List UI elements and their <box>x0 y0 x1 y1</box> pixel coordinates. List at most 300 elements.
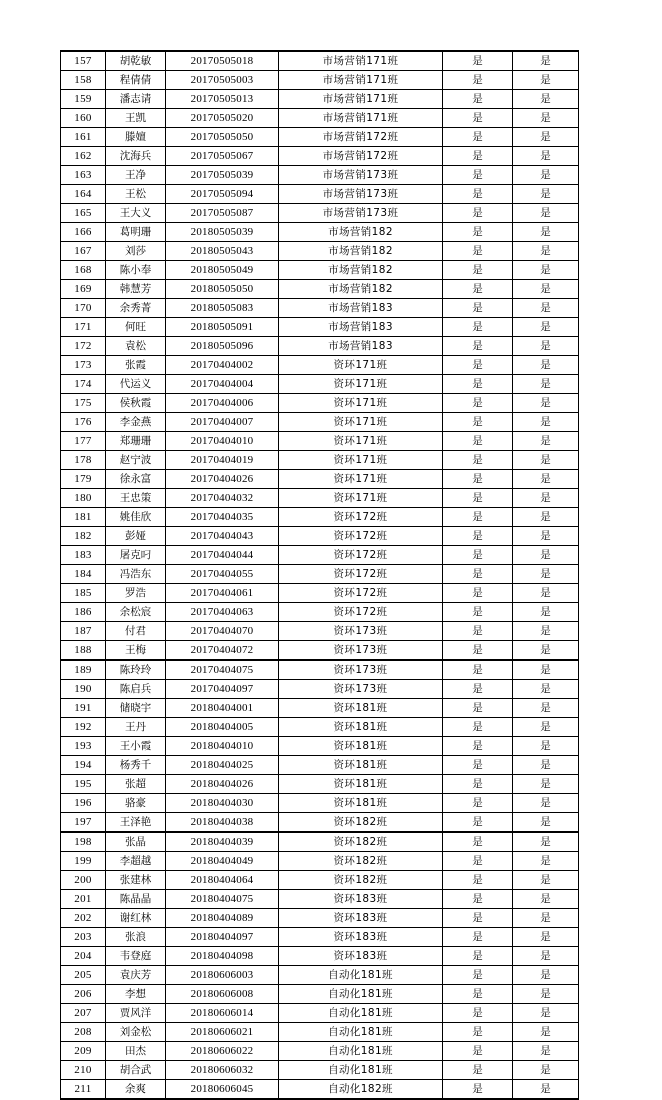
flag-two-cell: 是 <box>513 242 579 261</box>
student-id-cell: 20180404097 <box>166 928 279 947</box>
class-name-cell: 市场营销183 <box>279 299 443 318</box>
student-id-cell: 20170404044 <box>166 546 279 565</box>
student-id-cell: 20170404070 <box>166 622 279 641</box>
table-row[interactable] <box>61 128 579 147</box>
class-name-cell: 市场营销173班 <box>279 204 443 223</box>
row-index-cell: 176 <box>61 413 106 432</box>
flag-one-cell: 是 <box>443 832 513 852</box>
flag-one-cell: 是 <box>443 489 513 508</box>
class-name-cell: 资环171班 <box>279 470 443 489</box>
table-row[interactable] <box>61 508 579 527</box>
table-row[interactable] <box>61 432 579 451</box>
table-row[interactable] <box>61 832 579 852</box>
student-id-cell: 20170505094 <box>166 185 279 204</box>
row-index-cell: 198 <box>61 832 106 852</box>
flag-two-cell: 是 <box>513 622 579 641</box>
row-index-cell: 160 <box>61 109 106 128</box>
student-id-cell: 20170404043 <box>166 527 279 546</box>
flag-two-cell: 是 <box>513 1004 579 1023</box>
class-name-cell: 资环181班 <box>279 756 443 775</box>
flag-one-cell: 是 <box>443 337 513 356</box>
flag-one-cell: 是 <box>443 413 513 432</box>
table-row[interactable] <box>61 1080 579 1100</box>
table-row[interactable] <box>61 718 579 737</box>
student-name-cell: 付君 <box>106 622 166 641</box>
table-row[interactable] <box>61 451 579 470</box>
table-row[interactable] <box>61 337 579 356</box>
flag-one-cell: 是 <box>443 451 513 470</box>
table-row[interactable] <box>61 909 579 928</box>
table-row[interactable] <box>61 90 579 109</box>
class-name-cell: 自动化181班 <box>279 966 443 985</box>
class-name-cell: 资环172班 <box>279 508 443 527</box>
student-id-cell: 20170404004 <box>166 375 279 394</box>
flag-two-cell: 是 <box>513 794 579 813</box>
flag-two-cell: 是 <box>513 508 579 527</box>
row-index-cell: 199 <box>61 852 106 871</box>
table-row[interactable] <box>61 660 579 680</box>
flag-one-cell: 是 <box>443 90 513 109</box>
table-row[interactable] <box>61 641 579 661</box>
student-name-cell: 王泽艳 <box>106 813 166 833</box>
student-id-cell: 20180404038 <box>166 813 279 833</box>
class-name-cell: 资环181班 <box>279 718 443 737</box>
table-row[interactable] <box>61 166 579 185</box>
flag-one-cell: 是 <box>443 185 513 204</box>
table-row[interactable] <box>61 356 579 375</box>
student-id-cell: 20180505039 <box>166 223 279 242</box>
class-name-cell: 资环172班 <box>279 584 443 603</box>
student-name-cell: 王大义 <box>106 204 166 223</box>
row-index-cell: 168 <box>61 261 106 280</box>
student-id-cell: 20170404075 <box>166 660 279 680</box>
row-index-cell: 193 <box>61 737 106 756</box>
student-id-cell: 20170404006 <box>166 394 279 413</box>
table-row[interactable] <box>61 489 579 508</box>
student-name-cell: 郑珊珊 <box>106 432 166 451</box>
table-row[interactable] <box>61 584 579 603</box>
table-row[interactable] <box>61 185 579 204</box>
table-row[interactable] <box>61 756 579 775</box>
flag-one-cell: 是 <box>443 470 513 489</box>
row-index-cell: 187 <box>61 622 106 641</box>
flag-two-cell: 是 <box>513 660 579 680</box>
class-name-cell: 资环173班 <box>279 660 443 680</box>
roster-table-container <box>60 50 579 1100</box>
flag-one-cell: 是 <box>443 109 513 128</box>
class-name-cell: 市场营销172班 <box>279 147 443 166</box>
row-index-cell: 180 <box>61 489 106 508</box>
class-name-cell: 资环171班 <box>279 451 443 470</box>
flag-two-cell: 是 <box>513 966 579 985</box>
student-name-cell: 韦登庭 <box>106 947 166 966</box>
table-row[interactable] <box>61 928 579 947</box>
table-row[interactable] <box>61 527 579 546</box>
row-index-cell: 162 <box>61 147 106 166</box>
flag-two-cell: 是 <box>513 318 579 337</box>
student-name-cell: 贾风洋 <box>106 1004 166 1023</box>
student-id-cell: 20180404075 <box>166 890 279 909</box>
student-id-cell: 20170505003 <box>166 71 279 90</box>
flag-two-cell: 是 <box>513 775 579 794</box>
student-name-cell: 刘金松 <box>106 1023 166 1042</box>
class-name-cell: 资环182班 <box>279 813 443 833</box>
row-index-cell: 169 <box>61 280 106 299</box>
student-name-cell: 储晓宇 <box>106 699 166 718</box>
row-index-cell: 207 <box>61 1004 106 1023</box>
table-row[interactable] <box>61 775 579 794</box>
student-id-cell: 20180404049 <box>166 852 279 871</box>
class-name-cell: 市场营销171班 <box>279 109 443 128</box>
class-name-cell: 资环182班 <box>279 852 443 871</box>
student-id-cell: 20170404072 <box>166 641 279 661</box>
student-id-cell: 20170404032 <box>166 489 279 508</box>
row-index-cell: 171 <box>61 318 106 337</box>
student-name-cell: 王松 <box>106 185 166 204</box>
flag-two-cell: 是 <box>513 299 579 318</box>
flag-two-cell: 是 <box>513 451 579 470</box>
table-row[interactable] <box>61 375 579 394</box>
flag-two-cell: 是 <box>513 489 579 508</box>
student-name-cell: 余松宸 <box>106 603 166 622</box>
flag-two-cell: 是 <box>513 432 579 451</box>
student-name-cell: 陈玲玲 <box>106 660 166 680</box>
row-index-cell: 170 <box>61 299 106 318</box>
student-id-cell: 20180606022 <box>166 1042 279 1061</box>
class-name-cell: 资环171班 <box>279 489 443 508</box>
row-index-cell: 179 <box>61 470 106 489</box>
row-index-cell: 163 <box>61 166 106 185</box>
row-index-cell: 182 <box>61 527 106 546</box>
student-name-cell: 潘志请 <box>106 90 166 109</box>
class-name-cell: 市场营销182 <box>279 261 443 280</box>
class-name-cell: 市场营销171班 <box>279 90 443 109</box>
student-id-cell: 20180404005 <box>166 718 279 737</box>
class-name-cell: 资环172班 <box>279 546 443 565</box>
class-name-cell: 资环173班 <box>279 680 443 699</box>
student-name-cell: 刘莎 <box>106 242 166 261</box>
flag-one-cell: 是 <box>443 51 513 71</box>
class-name-cell: 资环183班 <box>279 947 443 966</box>
flag-one-cell: 是 <box>443 756 513 775</box>
class-name-cell: 资环172班 <box>279 603 443 622</box>
class-name-cell: 市场营销173班 <box>279 185 443 204</box>
row-index-cell: 184 <box>61 565 106 584</box>
student-name-cell: 滕嬗 <box>106 128 166 147</box>
student-name-cell: 余爽 <box>106 1080 166 1100</box>
class-name-cell: 资环172班 <box>279 565 443 584</box>
student-name-cell: 张建林 <box>106 871 166 890</box>
row-index-cell: 210 <box>61 1061 106 1080</box>
student-name-cell: 张浪 <box>106 928 166 947</box>
table-row[interactable] <box>61 737 579 756</box>
row-index-cell: 211 <box>61 1080 106 1100</box>
class-name-cell: 市场营销173班 <box>279 166 443 185</box>
row-index-cell: 194 <box>61 756 106 775</box>
table-row[interactable] <box>61 985 579 1004</box>
flag-one-cell: 是 <box>443 242 513 261</box>
table-row[interactable] <box>61 813 579 833</box>
flag-one-cell: 是 <box>443 622 513 641</box>
student-id-cell: 20180606008 <box>166 985 279 1004</box>
flag-one-cell: 是 <box>443 280 513 299</box>
student-id-cell: 20170404026 <box>166 470 279 489</box>
flag-one-cell: 是 <box>443 1061 513 1080</box>
class-name-cell: 自动化181班 <box>279 1061 443 1080</box>
row-index-cell: 159 <box>61 90 106 109</box>
class-name-cell: 市场营销182 <box>279 242 443 261</box>
student-name-cell: 李想 <box>106 985 166 1004</box>
student-id-cell: 20170404002 <box>166 356 279 375</box>
flag-two-cell: 是 <box>513 584 579 603</box>
flag-two-cell: 是 <box>513 470 579 489</box>
student-name-cell: 赵宁波 <box>106 451 166 470</box>
flag-two-cell: 是 <box>513 147 579 166</box>
student-name-cell: 杨秀千 <box>106 756 166 775</box>
table-row[interactable] <box>61 1061 579 1080</box>
flag-one-cell: 是 <box>443 794 513 813</box>
student-id-cell: 20180404098 <box>166 947 279 966</box>
row-index-cell: 178 <box>61 451 106 470</box>
flag-two-cell: 是 <box>513 603 579 622</box>
table-row[interactable] <box>61 890 579 909</box>
row-index-cell: 165 <box>61 204 106 223</box>
flag-two-cell: 是 <box>513 71 579 90</box>
flag-one-cell: 是 <box>443 299 513 318</box>
flag-two-cell: 是 <box>513 51 579 71</box>
table-row[interactable] <box>61 947 579 966</box>
flag-one-cell: 是 <box>443 318 513 337</box>
flag-two-cell: 是 <box>513 546 579 565</box>
flag-two-cell: 是 <box>513 204 579 223</box>
table-row[interactable] <box>61 470 579 489</box>
class-name-cell: 市场营销183 <box>279 318 443 337</box>
row-index-cell: 188 <box>61 641 106 661</box>
student-name-cell: 王梅 <box>106 641 166 661</box>
flag-two-cell: 是 <box>513 166 579 185</box>
student-name-cell: 彭娅 <box>106 527 166 546</box>
row-index-cell: 197 <box>61 813 106 833</box>
student-name-cell: 胡乾敏 <box>106 51 166 71</box>
flag-two-cell: 是 <box>513 718 579 737</box>
flag-one-cell: 是 <box>443 947 513 966</box>
table-row[interactable] <box>61 565 579 584</box>
class-name-cell: 资环172班 <box>279 527 443 546</box>
student-id-cell: 20170505020 <box>166 109 279 128</box>
student-name-cell: 王凯 <box>106 109 166 128</box>
flag-one-cell: 是 <box>443 223 513 242</box>
student-name-cell: 陈晶晶 <box>106 890 166 909</box>
row-index-cell: 195 <box>61 775 106 794</box>
student-name-cell: 余秀菁 <box>106 299 166 318</box>
student-name-cell: 李金燕 <box>106 413 166 432</box>
table-row[interactable] <box>61 1023 579 1042</box>
student-name-cell: 袁松 <box>106 337 166 356</box>
row-index-cell: 202 <box>61 909 106 928</box>
row-index-cell: 157 <box>61 51 106 71</box>
student-id-cell: 20180505043 <box>166 242 279 261</box>
row-index-cell: 167 <box>61 242 106 261</box>
row-index-cell: 181 <box>61 508 106 527</box>
student-name-cell: 张超 <box>106 775 166 794</box>
flag-one-cell: 是 <box>443 432 513 451</box>
student-name-cell: 骆豪 <box>106 794 166 813</box>
table-row[interactable] <box>61 204 579 223</box>
student-name-cell: 冯浩东 <box>106 565 166 584</box>
student-name-cell: 罗浩 <box>106 584 166 603</box>
student-id-cell: 20170404061 <box>166 584 279 603</box>
table-row[interactable] <box>61 280 579 299</box>
student-name-cell: 王小霞 <box>106 737 166 756</box>
row-index-cell: 191 <box>61 699 106 718</box>
table-row[interactable] <box>61 680 579 699</box>
student-name-cell: 侯秋霞 <box>106 394 166 413</box>
roster-table-body <box>61 51 579 1099</box>
flag-two-cell: 是 <box>513 890 579 909</box>
flag-two-cell: 是 <box>513 813 579 833</box>
row-index-cell: 174 <box>61 375 106 394</box>
table-row[interactable] <box>61 546 579 565</box>
student-id-cell: 20170505039 <box>166 166 279 185</box>
table-row[interactable] <box>61 699 579 718</box>
class-name-cell: 自动化181班 <box>279 985 443 1004</box>
row-index-cell: 206 <box>61 985 106 1004</box>
student-id-cell: 20180606032 <box>166 1061 279 1080</box>
student-id-cell: 20180404025 <box>166 756 279 775</box>
flag-one-cell: 是 <box>443 813 513 833</box>
student-id-cell: 20170404007 <box>166 413 279 432</box>
class-name-cell: 资环173班 <box>279 641 443 661</box>
row-index-cell: 200 <box>61 871 106 890</box>
flag-one-cell: 是 <box>443 565 513 584</box>
row-index-cell: 172 <box>61 337 106 356</box>
row-index-cell: 185 <box>61 584 106 603</box>
table-row[interactable] <box>61 1004 579 1023</box>
flag-two-cell: 是 <box>513 90 579 109</box>
student-name-cell: 陈启兵 <box>106 680 166 699</box>
row-index-cell: 208 <box>61 1023 106 1042</box>
student-name-cell: 姚佳欣 <box>106 508 166 527</box>
flag-two-cell: 是 <box>513 128 579 147</box>
flag-two-cell: 是 <box>513 985 579 1004</box>
flag-one-cell: 是 <box>443 871 513 890</box>
student-name-cell: 王净 <box>106 166 166 185</box>
table-row[interactable] <box>61 394 579 413</box>
table-row[interactable] <box>61 794 579 813</box>
flag-two-cell: 是 <box>513 394 579 413</box>
student-name-cell: 葛明珊 <box>106 223 166 242</box>
class-name-cell: 资环171班 <box>279 432 443 451</box>
class-name-cell: 市场营销182 <box>279 223 443 242</box>
student-name-cell: 王忠策 <box>106 489 166 508</box>
student-id-cell: 20180404001 <box>166 699 279 718</box>
table-row[interactable] <box>61 147 579 166</box>
table-row[interactable] <box>61 603 579 622</box>
flag-one-cell: 是 <box>443 852 513 871</box>
row-index-cell: 192 <box>61 718 106 737</box>
flag-two-cell: 是 <box>513 223 579 242</box>
student-id-cell: 20180505083 <box>166 299 279 318</box>
table-row[interactable] <box>61 261 579 280</box>
student-id-cell: 20170404097 <box>166 680 279 699</box>
flag-one-cell: 是 <box>443 1004 513 1023</box>
table-row[interactable] <box>61 318 579 337</box>
flag-two-cell: 是 <box>513 832 579 852</box>
class-name-cell: 资环183班 <box>279 909 443 928</box>
table-row[interactable] <box>61 109 579 128</box>
table-row[interactable] <box>61 622 579 641</box>
flag-one-cell: 是 <box>443 394 513 413</box>
table-row[interactable] <box>61 299 579 318</box>
table-row[interactable] <box>61 71 579 90</box>
flag-two-cell: 是 <box>513 1042 579 1061</box>
flag-two-cell: 是 <box>513 109 579 128</box>
flag-one-cell: 是 <box>443 718 513 737</box>
flag-one-cell: 是 <box>443 71 513 90</box>
student-id-cell: 20170505087 <box>166 204 279 223</box>
student-name-cell: 田杰 <box>106 1042 166 1061</box>
class-name-cell: 资环181班 <box>279 737 443 756</box>
table-row[interactable] <box>61 51 579 71</box>
flag-two-cell: 是 <box>513 852 579 871</box>
flag-one-cell: 是 <box>443 128 513 147</box>
table-row[interactable] <box>61 1042 579 1061</box>
flag-two-cell: 是 <box>513 928 579 947</box>
flag-two-cell: 是 <box>513 1061 579 1080</box>
flag-one-cell: 是 <box>443 1042 513 1061</box>
table-row[interactable] <box>61 852 579 871</box>
flag-one-cell: 是 <box>443 261 513 280</box>
row-index-cell: 158 <box>61 71 106 90</box>
row-index-cell: 203 <box>61 928 106 947</box>
student-name-cell: 代运义 <box>106 375 166 394</box>
student-id-cell: 20180606045 <box>166 1080 279 1100</box>
student-name-cell: 徐永富 <box>106 470 166 489</box>
student-name-cell: 张晶 <box>106 832 166 852</box>
flag-one-cell: 是 <box>443 508 513 527</box>
flag-one-cell: 是 <box>443 699 513 718</box>
flag-one-cell: 是 <box>443 1080 513 1100</box>
flag-one-cell: 是 <box>443 147 513 166</box>
table-row[interactable] <box>61 223 579 242</box>
table-row[interactable] <box>61 871 579 890</box>
table-row[interactable] <box>61 413 579 432</box>
flag-one-cell: 是 <box>443 775 513 794</box>
flag-two-cell: 是 <box>513 280 579 299</box>
row-index-cell: 205 <box>61 966 106 985</box>
flag-two-cell: 是 <box>513 871 579 890</box>
class-name-cell: 资环181班 <box>279 775 443 794</box>
student-id-cell: 20180606021 <box>166 1023 279 1042</box>
student-id-cell: 20180505096 <box>166 337 279 356</box>
student-name-cell: 韩慧芳 <box>106 280 166 299</box>
class-name-cell: 资环181班 <box>279 699 443 718</box>
row-index-cell: 190 <box>61 680 106 699</box>
class-name-cell: 自动化181班 <box>279 1023 443 1042</box>
class-name-cell: 自动化182班 <box>279 1080 443 1100</box>
flag-two-cell: 是 <box>513 565 579 584</box>
student-name-cell: 程倩倩 <box>106 71 166 90</box>
class-name-cell: 自动化181班 <box>279 1004 443 1023</box>
table-row[interactable] <box>61 242 579 261</box>
row-index-cell: 164 <box>61 185 106 204</box>
student-name-cell: 袁庆芳 <box>106 966 166 985</box>
table-row[interactable] <box>61 966 579 985</box>
student-id-cell: 20180606003 <box>166 966 279 985</box>
flag-one-cell: 是 <box>443 928 513 947</box>
flag-two-cell: 是 <box>513 756 579 775</box>
student-id-cell: 20170404055 <box>166 565 279 584</box>
